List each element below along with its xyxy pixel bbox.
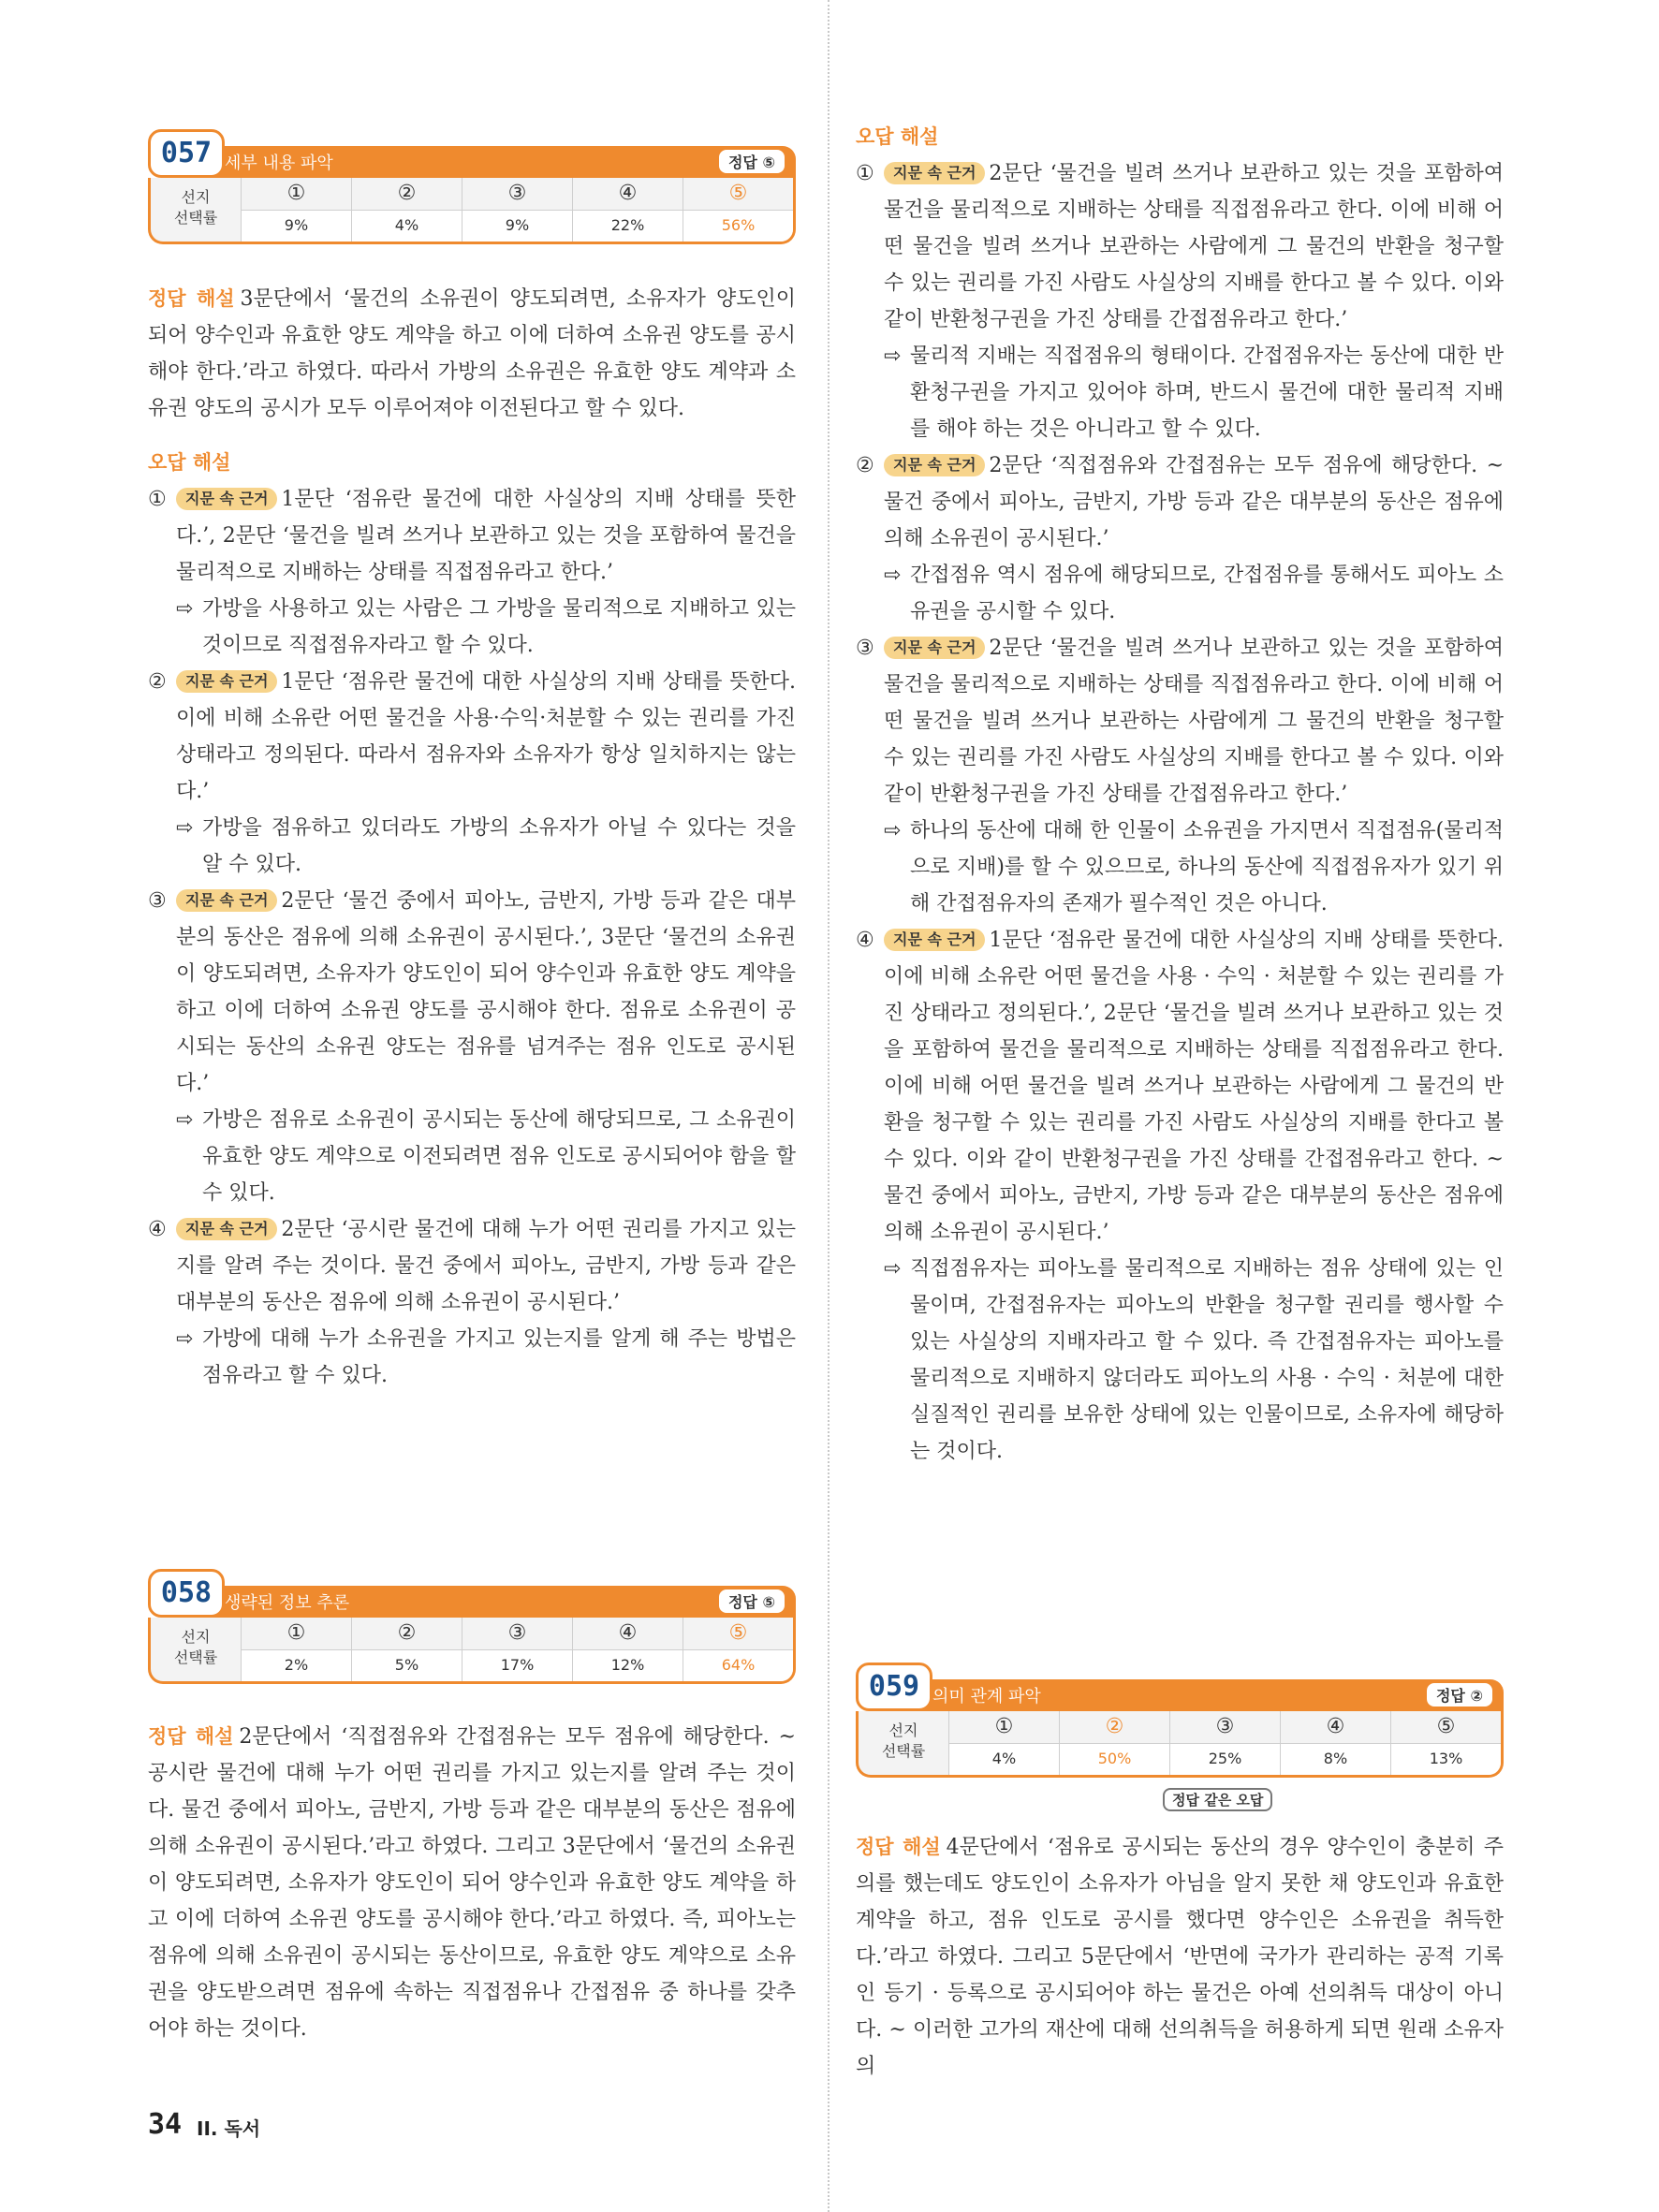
q059-cell-1: ① 4% [948, 1711, 1059, 1775]
q057-type: 세부 내용 파악 [225, 154, 333, 173]
q059-body [856, 1829, 1504, 2085]
q058-stat-label: 선지 선택률 [173, 1628, 218, 1666]
q057-header [148, 129, 796, 243]
arrow-icon: ⇨ [176, 597, 194, 621]
stat-label-rate: 선택률 [173, 209, 218, 227]
q057-cell-1: ① 9% [241, 178, 351, 242]
q057-cell-5: ⑤ 56% [683, 178, 793, 242]
arrow-icon: ⇨ [884, 819, 902, 842]
q059-stat-table [856, 1711, 1504, 1778]
arrow-icon: ⇨ [176, 1108, 194, 1132]
q057-answer: 정답 ⑤ [719, 150, 785, 173]
evidence-tag: 지문 속 근거 [176, 1218, 277, 1240]
q057-right-item-3: ③ 지문 속 근거 2문단 ‘물건을 빌려 쓰거나 보관하고 있는 것을 포함하여 물건을 물리적으로 지배하는 상태를 직접점유라고 한다. 이에 비해 어떤 물건을 빌려 쓰거나 보관하는 사람에게 그 물건의 반환을 청구할 수 있는 권리를 가진 사람도 사실상의 지배를 한다고 볼 수 있다. 이와 같이 반환청구권을 가진 상태를 간접점유라고 한다.’ ⇨ 하나의 동산에 대해 한 인물이 소유권을 가지면서 직접점유(물리적으로 지배)를 할 수 있으므로, 하나의 동산에 직접점유자가 있기 위해 간접점유자의 존재가 필수적인 것은 아니다. [856, 637, 1504, 916]
q057-right-item-1: ① 지문 속 근거 2문단 ‘물건을 빌려 쓰거나 보관하고 있는 것을 포함하여 물건을 물리적으로 지배하는 상태를 직접점유라고 한다. 이에 비해 어떤 물건을 빌려 쓰거나 보관하는 사람에게 그 물건의 반환을 청구할 수 있는 권리를 가진 사람도 사실상의 지배를 한다고 볼 수 있다. 이와 같이 반환청구권을 가진 상태를 간접점유라고 한다.’ ⇨ 물리적 지배는 직접점유의 형태이다. 간접점유자는 동산에 대한 반환청구권을 가지고 있어야 하며, 반드시 물건에 대한 물리적 지배를 해야 하는 것은 아니라고 할 수 있다. [856, 162, 1504, 441]
q059-type-bar [908, 1679, 1504, 1711]
q057-wrong-item-2: ② 지문 속 근거 1문단 ‘점유란 물건에 대한 사실상의 지배 상태를 뜻한다. 이에 비해 소유란 어떤 물건을 사용·수익·처분할 수 있는 권리를 가진 상태라고 정의된다. 따라서 점유자와 소유자가 항상 일치하지는 않는다.’ ⇨ 가방을 점유하고 있더라도 가방의 소유자가 아닐 수 있다는 것을 알 수 있다. [148, 670, 796, 876]
q058-body [148, 1719, 796, 2047]
q058-cell-3: ③ 17% [462, 1618, 572, 1681]
q058-type: 생략된 정보 추론 [225, 1593, 350, 1613]
q058-answer: 정답 ⑤ [719, 1589, 785, 1613]
column-divider [828, 0, 830, 2212]
evidence-tag: 지문 속 근거 [176, 889, 277, 912]
q057-number: 057 [148, 129, 225, 178]
stat-label-choice: 선지 [181, 188, 211, 206]
q058-header [148, 1569, 796, 1683]
section-title: II. 독서 [197, 2117, 261, 2140]
q058-number: 058 [148, 1569, 225, 1618]
q057-cell-3: ③ 9% [462, 178, 572, 242]
q058-type-bar [200, 1586, 796, 1618]
q059-number: 059 [856, 1663, 932, 1711]
q058-stat-table [148, 1618, 796, 1684]
q057-stat-label [151, 178, 241, 242]
evidence-tag: 지문 속 근거 [884, 454, 985, 476]
q057-body [148, 281, 796, 1394]
q057-wrong-item-4: ④ 지문 속 근거 2문단 ‘공시란 물건에 대해 누가 어떤 권리를 가지고 있는지를 알려 주는 것이다. 물건 중에서 피아노, 금반지, 가방 등과 같은 대부분의 동산은 점유에 의해 소유권이 공시된다.’ ⇨ 가방에 대해 누가 소유권을 가지고 있는지를 알게 해 주는 방법은 점유라고 할 수 있다. [148, 1218, 796, 1387]
q057-right-item-4: ④ 지문 속 근거 1문단 ‘점유란 물건에 대한 사실상의 지배 상태를 뜻한다. 이에 비해 소유란 어떤 물건을 사용 · 수익 · 처분할 수 있는 권리를 가진 상태라고 정의된다.’, 2문단 ‘물건을 빌려 쓰거나 보관하고 있는 것을 포함하여 물건을 물리적으로 지배하는 상태를 직접점유라고 한다. 이에 비해 어떤 물건을 빌려 쓰거나 보관하는 사람에게 그 물건의 반환을 청구할 수 있는 권리를 가진 사람도 사실상의 지배를 한다고 볼 수 있다. 이와 같이 반환청구권을 가진 상태를 간접점유라고 한다. ~ 물건 중에서 피아노, 금반지, 가방 등과 같은 대부분의 동산은 점유에 의해 소유권이 공시된다.’ ⇨ 직접점유자는 피아노를 물리적으로 지배하는 점유 상태에 있는 인물이며, 간접점유자는 피아노의 반환을 청구할 권리를 행사할 수 있는 사실상의 지배자라고 할 수 있다. 즉 간접점유자는 피아노를 물리적으로 지배하지 않더라도 피아노의 사용 · 수익 · 처분에 대한 실질적인 권리를 보유한 상태에 있는 인물이므로, 소유자에 해당하는 것이다. [856, 929, 1504, 1463]
q059-cell-4: ④ 8% [1280, 1711, 1390, 1775]
q057-answer-explanation: 정답 해설 3문단에서 ‘물건의 소유권이 양도되려면, 소유자가 양도인이 되어 양수인과 유효한 양도 계약을 하고 이에 더하여 소유권 양도를 공시해야 한다.’라고 하였다. 따라서 가방의 소유권은 유효한 양도 계약과 소유권 양도의 공시가 모두 이루어져야 이전된다고 할 수 있다. [148, 287, 796, 420]
q057-right-body [856, 122, 1504, 1470]
q059-header [856, 1663, 1504, 1777]
answer-label: 정답 해설 [148, 287, 235, 310]
evidence-tag: 지문 속 근거 [176, 488, 277, 510]
q058-cell-5: ⑤ 64% [683, 1618, 793, 1681]
evidence-tag: 지문 속 근거 [176, 670, 277, 693]
q058-cell-1: ① 2% [241, 1618, 351, 1681]
q057-wrong-item-3: ③ 지문 속 근거 2문단 ‘물건 중에서 피아노, 금반지, 가방 등과 같은 대부분의 동산은 점유에 의해 소유권이 공시된다.’, 3문단 ‘물건의 소유권이 양도되려면, 소유자가 양도인이 되어 양수인과 유효한 양도 계약을 하고 이에 더하여 소유권 양도를 공시해야 한다. 점유로 소유권이 공시되는 동산의 소유권 양도는 점유를 넘겨주는 점유 인도로 공시된다.’ ⇨ 가방은 점유로 소유권이 공시되는 동산에 해당되므로, 그 소유권이 유효한 양도 계약으로 이전되려면 점유 인도로 공시되어야 함을 할 수 있다. [148, 889, 796, 1205]
q059-answer-explanation: 정답 해설 4문단에서 ‘점유로 공시되는 동산의 경우 양수인이 충분히 주의를 했는데도 양도인이 소유자가 아님을 알지 못한 채 양도인과 유효한 계약을 하고, 점유 인도로 공시를 했다면 양수인은 소유권을 취득한다.’라고 하였다. 그리고 5문단에서 ‘반면에 국가가 관리하는 공적 기록인 등기 · 등록으로 공시되어야 하는 물건은 아예 선의취득 대상이 아니다. ~ 이러한 고가의 재산에 대해 선의취득을 허용하게 되면 원래 소유자의 [856, 1836, 1504, 2078]
page-number: 34 [148, 2108, 183, 2141]
q057-right-item-2: ② 지문 속 근거 2문단 ‘직접점유와 간접점유는 모두 점유에 해당한다. ~ 물건 중에서 피아노, 금반지, 가방 등과 같은 대부분의 동산은 점유에 의해 소유권이 공시된다.’ ⇨ 간접점유 역시 점유에 해당되므로, 간접점유를 통해서도 피아노 소유권을 공시할 수 있다. [856, 454, 1504, 623]
evidence-tag: 지문 속 근거 [884, 162, 985, 184]
q057-wrong-title: 오답 해설 [148, 451, 231, 474]
q057-type-bar [200, 146, 796, 178]
q059-cell-3: ③ 25% [1169, 1711, 1280, 1775]
arrow-icon: ⇨ [176, 816, 194, 840]
q058-cell-4: ④ 12% [572, 1618, 683, 1681]
arrow-icon: ⇨ [884, 344, 902, 368]
q059-answer: 정답 ② [1427, 1683, 1492, 1707]
q059-type: 의미 관계 파악 [932, 1687, 1041, 1707]
q057-stat-table [148, 178, 796, 244]
q059-stat-label: 선지 선택률 [881, 1721, 926, 1760]
q059-trap-tag: 정답 같은 오답 [1163, 1788, 1272, 1811]
q057-cell-2: ② 4% [351, 178, 462, 242]
arrow-icon: ⇨ [884, 1257, 902, 1281]
evidence-tag: 지문 속 근거 [884, 637, 985, 659]
q057-wrong-item-1: ① 지문 속 근거 1문단 ‘점유란 물건에 대한 사실상의 지배 상태를 뜻한다.’, 2문단 ‘물건을 빌려 쓰거나 보관하고 있는 것을 포함하여 물건을 물리적으로 지배하는 상태를 직접점유라고 한다.’ ⇨ 가방을 사용하고 있는 사람은 그 가방을 물리적으로 지배하고 있는 것이므로 직접점유자라고 할 수 있다. [148, 488, 796, 657]
q057-right-wrong-title: 오답 해설 [856, 125, 939, 148]
q057-cell-4: ④ 22% [572, 178, 683, 242]
q059-cell-2: ② 50% [1059, 1711, 1169, 1775]
evidence-tag: 지문 속 근거 [884, 929, 985, 951]
arrow-icon: ⇨ [176, 1327, 194, 1351]
q059-cell-5: ⑤ 13% [1390, 1711, 1501, 1775]
q058-answer-explanation: 정답 해설 2문단에서 ‘직접점유와 간접점유는 모두 점유에 해당한다. ~ 공시란 물건에 대해 누가 어떤 권리를 가지고 있는지를 알려 주는 것이다. 물건 중에서 피아노, 금반지, 가방 등과 같은 대부분의 동산은 점유에 의해 소유권이 공시된다.’라고 하였다. 그리고 3문단에서 ‘물건의 소유권이 양도되려면, 소유자가 양도인이 되어 양수인과 유효한 양도 계약을 하고 이에 더하여 소유권 양도를 공시해야 한다.’라고 하였다. 즉, 피아노는 점유에 의해 소유권이 공시되는 동산이므로, 유효한 양도 계약으로 소유권을 양도받으려면 점유에 속하는 직접점유나 간접점유 중 하나를 갖추어야 하는 것이다. [148, 1725, 796, 2041]
arrow-icon: ⇨ [884, 564, 902, 587]
q058-cell-2: ② 5% [351, 1618, 462, 1681]
